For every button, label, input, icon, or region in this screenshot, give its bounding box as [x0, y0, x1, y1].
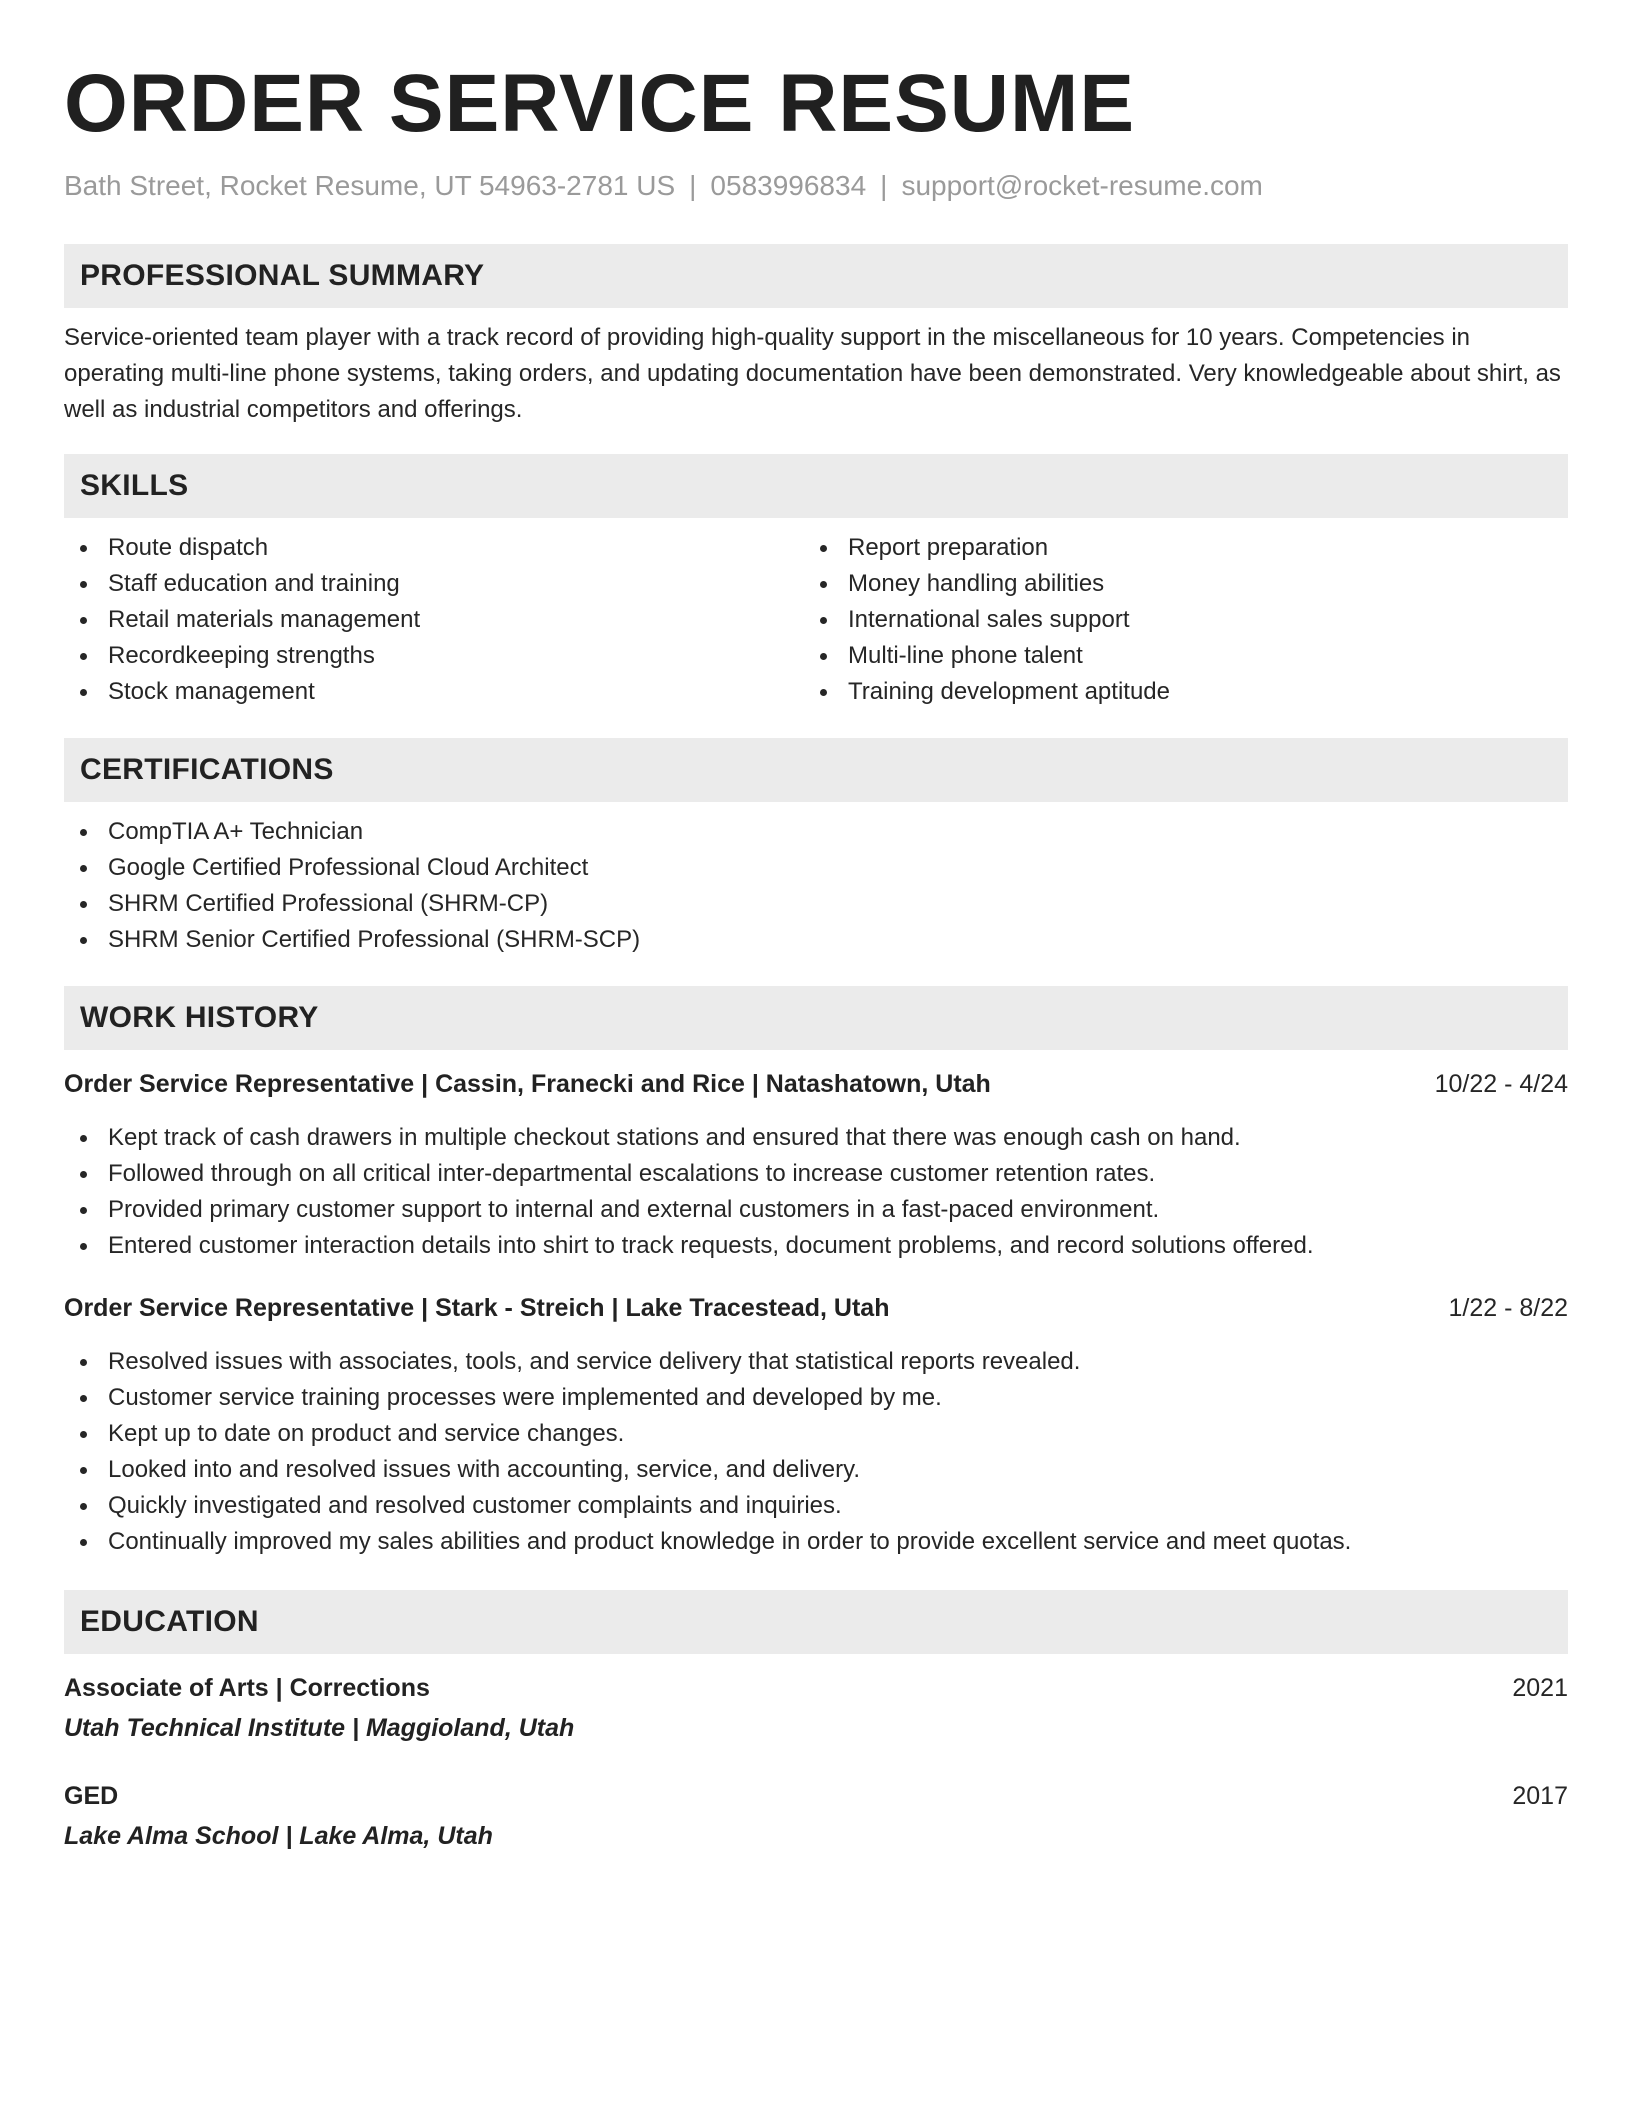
summary-text: Service-oriented team player with a track record of providing high-quality support in the miscellaneous for 10 years. Competencies in operating multi-line phone systems, taking orders, and updating documentation have been demonstrated. Very knowledgeable about shirt, as well as industrial competitors and offerings. [64, 324, 1561, 423]
certification-item: SHRM Senior Certified Professional (SHRM-SCP) [64, 922, 1568, 958]
job-entry [64, 1290, 1568, 1560]
contact-separator: | [689, 170, 697, 201]
job-entry [64, 1066, 1568, 1264]
job-dates: 1/22 - 8/22 [1448, 1294, 1568, 1322]
job-bullet: Quickly investigated and resolved customer complaints and inquiries. [64, 1488, 1568, 1524]
job-bullet: Followed through on all critical inter-departmental escalations to increase customer retention rates. [64, 1156, 1568, 1192]
certification-item: CompTIA A+ Technician [64, 814, 1568, 850]
skill-item: Route dispatch [64, 530, 804, 566]
contact-email[interactable]: support@rocket-resume.com [901, 170, 1263, 201]
skill-item: Money handling abilities [804, 566, 1544, 602]
resume-title: ORDER SERVICE RESUME [64, 58, 1136, 149]
job-header [64, 1066, 1568, 1102]
education-entry [64, 1670, 1568, 1746]
skill-item: Stock management [64, 674, 804, 710]
skill-item: Staff education and training [64, 566, 804, 602]
skill-item: Multi-line phone talent [804, 638, 1544, 674]
job-bullets [64, 1344, 1568, 1560]
skills-list [64, 530, 1568, 710]
certification-item: Google Certified Professional Cloud Architect [64, 850, 1568, 886]
section-header-education: EDUCATION [64, 1590, 1568, 1654]
contact-separator: | [880, 170, 888, 201]
skill-item: Training development aptitude [804, 674, 1544, 710]
education-year: 2017 [1512, 1782, 1568, 1810]
skill-item: Report preparation [804, 530, 1544, 566]
job-bullet: Resolved issues with associates, tools, and service delivery that statistical reports revealed. [64, 1344, 1568, 1380]
contact-address: Bath Street, Rocket Resume, UT 54963-2781 US [64, 170, 676, 201]
section-header-work-history: WORK HISTORY [64, 986, 1568, 1050]
education-entry [64, 1778, 1568, 1854]
education-year: 2021 [1512, 1674, 1568, 1702]
job-bullet: Kept up to date on product and service changes. [64, 1416, 1568, 1452]
job-dates: 10/22 - 4/24 [1434, 1070, 1568, 1098]
section-header-skills: SKILLS [64, 454, 1568, 518]
job-header [64, 1290, 1568, 1326]
job-bullet: Continually improved my sales abilities and product knowledge in order to provide excellent service and meet quotas. [64, 1524, 1568, 1560]
job-bullets [64, 1120, 1568, 1264]
section-header-certifications: CERTIFICATIONS [64, 738, 1568, 802]
skill-item: International sales support [804, 602, 1544, 638]
education-degree: GED [64, 1782, 119, 1810]
job-bullet: Entered customer interaction details into shirt to track requests, document problems, and record solutions offered. [64, 1228, 1568, 1264]
skill-item: Recordkeeping strengths [64, 638, 804, 674]
contact-line [64, 166, 1568, 206]
education-school: Lake Alma School | Lake Alma, Utah [64, 1822, 493, 1850]
education-header [64, 1670, 1568, 1706]
education-school: Utah Technical Institute | Maggioland, Utah [64, 1714, 575, 1742]
section-header-summary: PROFESSIONAL SUMMARY [64, 244, 1568, 308]
education-degree: Associate of Arts | Corrections [64, 1674, 430, 1702]
certification-item: SHRM Certified Professional (SHRM-CP) [64, 886, 1568, 922]
job-bullet: Customer service training processes were implemented and developed by me. [64, 1380, 1568, 1416]
job-title: Order Service Representative | Cassin, Franecki and Rice | Natashatown, Utah [64, 1070, 991, 1098]
job-bullet: Kept track of cash drawers in multiple checkout stations and ensured that there was enough cash on hand. [64, 1120, 1568, 1156]
job-bullet: Provided primary customer support to internal and external customers in a fast-paced environment. [64, 1192, 1568, 1228]
job-bullet: Looked into and resolved issues with accounting, service, and delivery. [64, 1452, 1568, 1488]
education-header [64, 1778, 1568, 1814]
skills-column-right [804, 530, 1544, 710]
job-title: Order Service Representative | Stark - Streich | Lake Tracestead, Utah [64, 1294, 890, 1322]
skill-item: Retail materials management [64, 602, 804, 638]
certifications-list [64, 814, 1568, 958]
skills-column-left [64, 530, 804, 710]
contact-phone: 0583996834 [710, 170, 867, 201]
